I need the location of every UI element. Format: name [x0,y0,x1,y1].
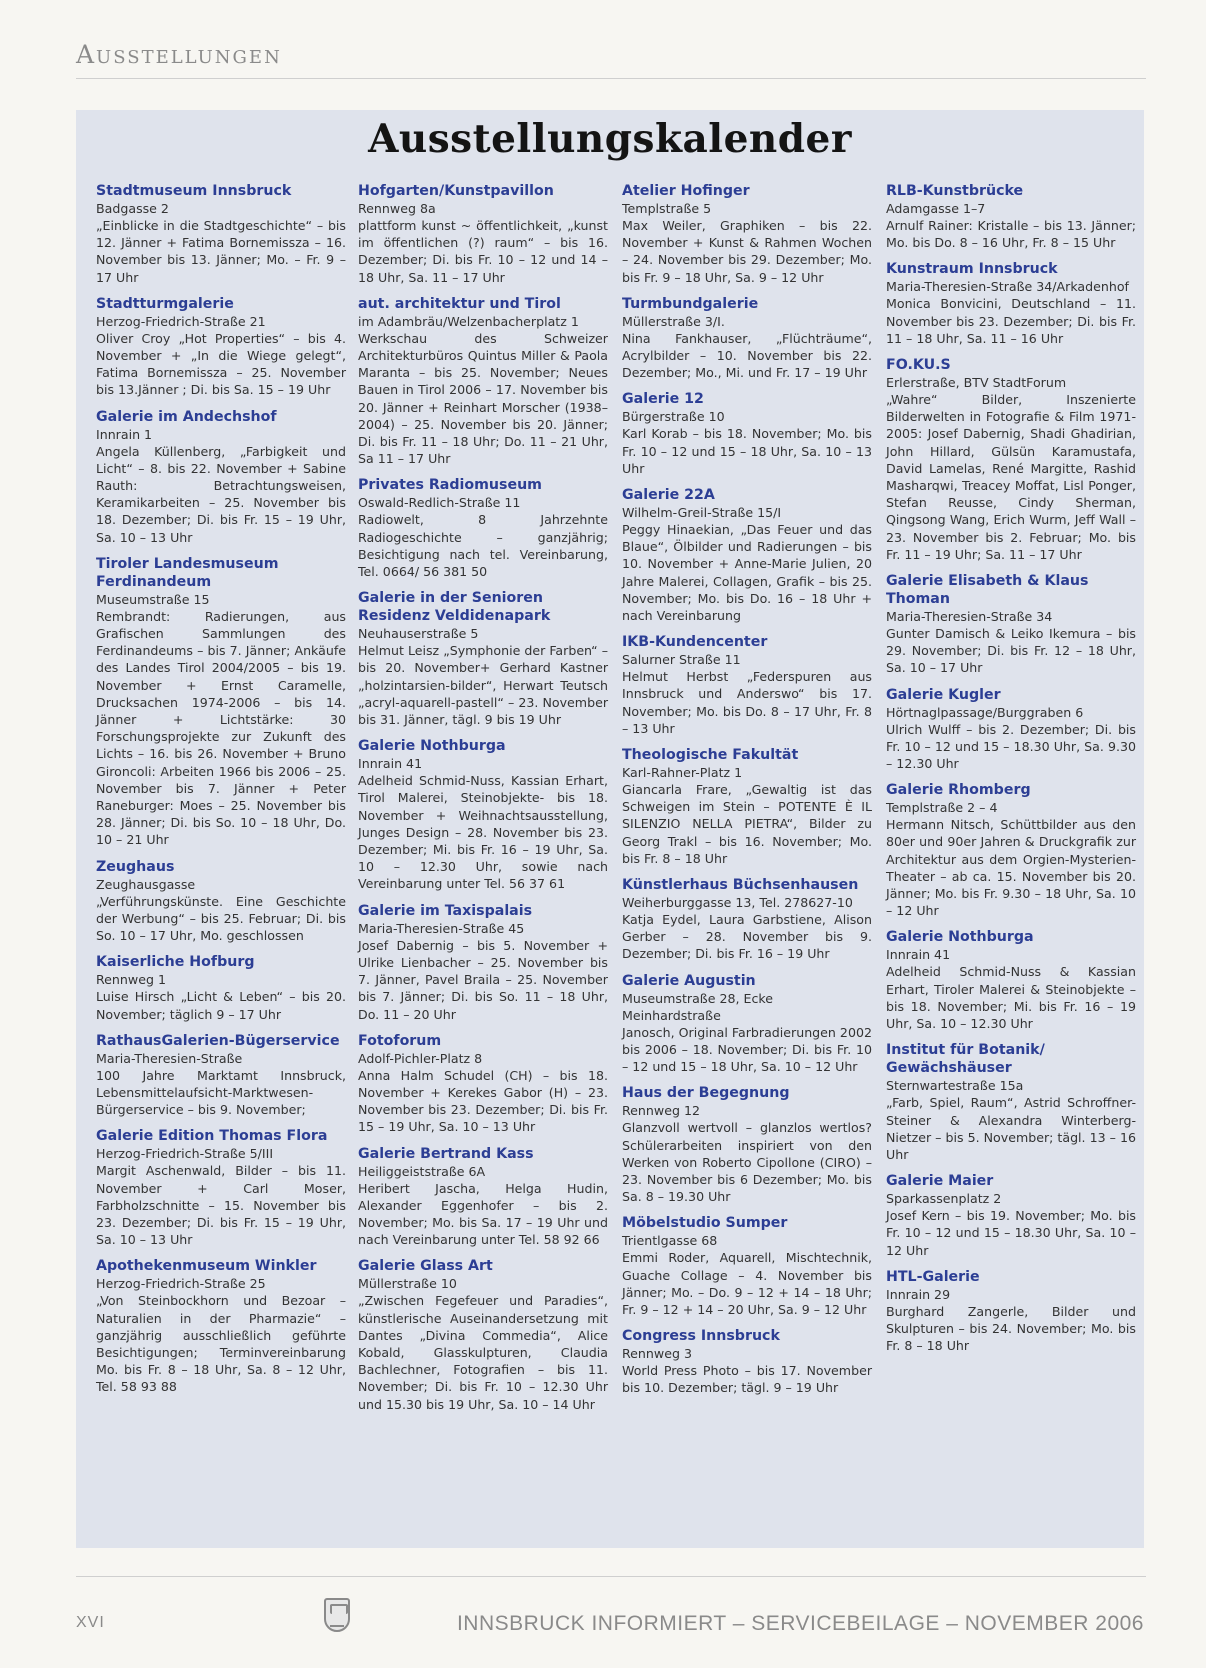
exhibition-details: Ulrich Wulff – bis 2. Dezember; Di. bis Fr. 10 – 12 und 15 – 18.30 Uhr, Sa. 9.30 – 12.30 Uhr [886,721,1136,772]
exhibition-entry [358,589,608,728]
exhibition-entry [96,408,346,546]
venue-address: Innrain 29 [886,1286,951,1302]
venue-name: Atelier Hofinger [622,183,750,199]
exhibition-entry [886,572,1136,677]
exhibition-details: Burghard Zangerle, Bilder und Skulpturen – bis 24. November; Mo. bis Fr. 8 – 18 Uhr [886,1303,1136,1354]
venue-address: Erlerstraße, BTV StadtForum [886,375,1067,391]
exhibition-entry [886,260,1136,347]
exhibition-details: Oliver Croy „Hot Properties“ – bis 4. November + „In die Wiege gelegt“, Fatima Bornemissza – 25. November bis 13.Jänner ; Di. bis Sa. 15 – 19 Uhr [96,330,346,398]
exhibition-details: Peggy Hinaekian, „Das Feuer und das Blaue“, Ölbilder und Radierungen – bis 10. November + Anne-Marie Julien, 20 Jahre Malerei, Collagen, Grafik – bis 25. November; Mo. bis Do. 16 – 18 Uhr + nach Vereinbarung [622,522,872,624]
venue-name: Galerie im Andechshof [96,408,277,425]
venue-name: Theologische Fakultät [622,747,799,764]
venue-name: Kaiserliche Hofburg [96,954,255,971]
venue-address: Heiliggeiststraße 6A [358,1163,486,1179]
column-3 [622,182,872,1406]
exhibition-details: Glanzvoll wertvoll – glanzlos wertlos? Schülerarbeiten inspiriert von den Werken von Roberto Cipollone (CIRO) – 23. November bis 6 Dezember; Mo. bis Sa. 8 – 19.30 Uhr [622,1120,872,1205]
exhibition-entry [358,295,608,468]
exhibition-details: Max Weiler, Graphiken – bis 22. November + Kunst & Rahmen Wochen – 24. November bis 29. Dezember; Mo. bis Fr. 9 – 18 Uhr, Sa. 9 – 12 Uhr [622,218,872,285]
exhibition-details: Hermann Nitsch, Schüttbilder aus den 80er und 90er Jahren & Druckgrafik zur Architektur aus dem Orgien-Mysterien-Theater – ab ca. 15. November bis 20. Jänner; Mo. bis Fr. 9.30 – 18 Uhr, Sa. 10 – 12 Uhr [886,817,1136,919]
exhibition-details: Luise Hirsch „Licht & Leben“ – bis 20. November; täglich 9 – 17 Uhr [96,989,346,1022]
venue-address: Weiherburggasse 13, Tel. 278627-10 [622,895,853,911]
exhibition-entry [886,356,1136,563]
exhibition-details: Arnulf Rainer: Kristalle – bis 13. Jänner; Mo. bis Do. 8 – 16 Uhr, Fr. 8 – 15 Uhr [886,218,1136,251]
venue-name: Galerie Edition Thomas Flora [96,1128,328,1145]
exhibition-details: Helmut Leisz „Symphonie der Farben“ – bis 20. November+ Gerhard Kastner „holzintarsien-bilder“, Herwart Teutsch „acryl-aquarell-pastell“ – 23. November bis 31. Jänner, tägl. 9 bis 19 Uhr [358,643,608,728]
venue-address: Hörtnaglpassage/Burggraben 6 [886,704,1084,720]
venue-address: Sternwartestraße 15a [886,1078,1024,1094]
venue-address: Museumstraße 28, Ecke Meinhardstraße [622,990,773,1023]
exhibition-details: Giancarla Frare, „Gewaltig ist das Schweigen im Stein – POTENTE È IL SILENZIO NELLA PIETRA“, Bilder zu Georg Trakl – bis 16. November; Mo. bis Fr. 8 – 18 Uhr [622,782,872,866]
venue-address: Rennweg 8a [358,201,436,216]
venue-name: Stadtturmgalerie [96,295,234,312]
venue-name: Congress Innsbruck [622,1328,780,1345]
venue-name: Galerie Maier [886,1173,994,1190]
venue-name: Galerie Kugler [886,686,1001,703]
exhibition-details: Josef Dabernig – bis 5. November + Ulrike Lienbacher – 25. November bis 7. Jänner, Pavel Braila – 25. November bis 7. Jänner; Di. bis So. 11 – 18 Uhr, Do. 11 – 20 Uhr [358,937,608,1022]
venue-name: Galerie Elisabeth & Klaus Thoman [886,573,1089,608]
venue-name: RLB-Kunstbrücke [886,183,1024,199]
exhibition-details: Nina Fankhauser, „Flüchträume“, Acrylbilder – 10. November bis 22. Dezember; Mo., Mi. und Fr. 17 – 19 Uhr [622,330,872,381]
calendar-panel [76,110,1144,1548]
exhibition-details: Karl Korab – bis 18. November; Mo. bis Fr. 10 – 12 und 15 – 18 Uhr, Sa. 10 – 13 Uhr [622,426,872,476]
exhibition-details: Monica Bonvicini, Deutschland – 11. November bis 23. Dezember; Di. bis Fr. 11 – 18 Uhr, Sa. 11 – 16 Uhr [886,296,1136,346]
venue-name: Galerie 12 [622,391,704,408]
exhibition-details: Rembrandt: Radierungen, aus Grafischen Sammlungen des Ferdinandeums – bis 7. Jänner; Ankäufe des Landes Tirol 2004/2005 – bis 19. November + Ernst Caramelle, Drucksachen 1974-2006 – bis 14. Jänner + Lichtstärke: 30 Forschungsprojekte zur Zukunft des Lichts – 16. bis 26. November + Bruno Gironcoli: Arbeiten 1966 bis 2006 – 25. November bis 7. Jänner + Peter Raneburger: Moes – 25. November bis 28. Jänner; Di. bis So. 10 – 18 Uhr, Do. 10 – 21 Uhr [96,608,346,848]
venue-address: Neuhauserstraße 5 [358,626,479,642]
venue-name: Turmbundgalerie [622,295,759,312]
exhibition-entry [886,182,1136,251]
exhibition-details: Katja Eydel, Laura Garbstiene, Alison Gerber – 28. November bis 9. Dezember; Di. bis Fr. 16 – 19 Uhr [622,912,872,962]
venue-address: Oswald-Redlich-Straße 11 [358,495,521,511]
column-1 [96,182,346,1405]
exhibition-details: Heribert Jascha, Helga Hudin, Alexander Eggenhofer – bis 2. November; Mo. bis Sa. 17 – 19 Uhr und nach Vereinbarung unter Tel. 58 92 66 [358,1180,608,1248]
venue-name: Hofgarten/Kunstpavillon [358,183,554,199]
venue-name: Galerie Bertrand Kass [358,1145,534,1162]
venue-address: Maria-Theresien-Straße [96,1050,243,1066]
exhibition-entry [886,1268,1136,1355]
venue-address: Müllerstraße 3/I. [622,313,725,329]
venue-name: Institut für Botanik/ Gewächshäuser [886,1042,1045,1077]
venue-name: Galerie im Taxispalais [358,902,533,919]
venue-name: Künstlerhaus Büchsenhausen [622,877,859,894]
exhibition-entry [358,737,608,892]
exhibition-entry [622,295,872,382]
venue-address: Rennweg 1 [96,972,166,988]
venue-address: Badgasse 2 [96,201,169,216]
exhibition-entry [622,1084,872,1205]
section-header: Ausstellungen [76,40,282,69]
exhibition-entry [96,555,346,849]
column-4 [886,182,1136,1363]
venue-address: Adamgasse 1–7 [886,201,986,216]
exhibition-details: Gunter Damisch & Leiko Ikemura – bis 29. November; Di. bis Fr. 12 – 18 Uhr, Sa. 10 – 17 Uhr [886,626,1136,676]
exhibition-entry [886,928,1136,1032]
header-divider [76,78,1146,79]
exhibition-entry [622,486,872,624]
venue-name: Zeughaus [96,858,175,875]
exhibition-entry [622,182,872,286]
footer-divider [76,1576,1146,1577]
exhibition-details: „Wahre“ Bilder, Inszenierte Bilderwelten in Fotografie & Film 1971-2005: Josef Dabernig, Shadi Ghadirian, John Hillard, Gülsün Karamustafa, David Lamelas, René Margitte, Rashid Masharqwi, Treacey Moffat, Lisl Ponger, Stefan Reusse, Cindy Sherman, Qingsong Wang, Erich Wurm, Jeff Wall – 23. November bis 2. Februar; Mo. bis Fr. 11 – 19 Uhr; Sa. 11 – 17 Uhr [886,392,1136,562]
exhibition-details: Janosch, Original Farbradierungen 2002 bis 2006 – 18. November; Di. bis Fr. 10 – 12 und 15 – 18 Uhr, Sa. 10 – 12 Uhr [622,1024,872,1075]
column-2 [358,182,608,1422]
exhibition-entry [622,876,872,963]
venue-name: Galerie 22A [622,487,715,504]
exhibition-entry [886,1041,1136,1163]
exhibition-entry [358,1032,608,1136]
exhibition-entry [358,476,608,580]
exhibition-entry [622,633,872,737]
venue-address: Zeughausgasse [96,876,196,892]
exhibition-entry [886,781,1136,919]
venue-address: Templstraße 2 – 4 [886,800,998,816]
exhibition-details: World Press Photo – bis 17. November bis 10. Dezember; tägl. 9 – 19 Uhr [622,1363,872,1396]
exhibition-entry [96,953,346,1022]
exhibition-entry [622,746,872,867]
venue-name: Haus der Begegnung [622,1085,790,1102]
venue-name: aut. architektur und Tirol [358,295,561,312]
venue-name: HTL-Galerie [886,1268,980,1285]
exhibition-details: Josef Kern – bis 19. November; Mo. bis Fr. 10 – 12 und 15 – 18.30 Uhr, Sa. 10 – 12 Uhr [886,1208,1136,1258]
venue-address: Templstraße 5 [622,201,712,216]
exhibition-details: „Von Steinbockhorn und Bezoar – Naturalien in der Pharmazie“ – ganzjährig ausschließlich geführte Besichtigungen; Terminvereinbarung Mo. bis Fr. 8 – 18 Uhr, Sa. 8 – 12 Uhr, Tel. 58 93 88 [96,1293,346,1395]
venue-name: Tiroler Landesmuseum Ferdinandeum [96,555,279,590]
venue-address: Herzog-Friedrich-Straße 5/III [96,1146,274,1162]
venue-address: Wilhelm-Greil-Straße 15/I [622,505,782,521]
venue-address: Herzog-Friedrich-Straße 25 [96,1276,266,1292]
exhibition-entry [358,182,608,286]
venue-address: Rennweg 3 [622,1346,692,1362]
venue-name: Kunstraum Innsbruck [886,261,1058,278]
exhibition-details: „Einblicke in die Stadtgeschichte“ – bis 12. Jänner + Fatima Bornemissza – 16. November bis 13. Jänner; Mo. – Fr. 9 – 17 Uhr [96,218,346,285]
exhibition-details: „Verführungskünste. Eine Geschichte der Werbung“ – bis 25. Februar; Di. bis So. 10 – 17 Uhr, Mo. geschlossen [96,893,346,944]
venue-address: Sparkassenplatz 2 [886,1191,1002,1207]
exhibition-details: „Farb, Spiel, Raum“, Astrid Schroffner-Steiner & Alexandra Winterberg-Nietzer – bis 5. November; tägl. 13 – 16 Uhr [886,1095,1136,1162]
exhibition-entry [886,1172,1136,1259]
page-number: XVI [76,1614,105,1631]
exhibition-entry [96,1127,346,1248]
venue-name: IKB-Kundencenter [622,634,768,651]
venue-address: Innrain 41 [358,756,423,772]
exhibition-entry [622,1327,872,1396]
exhibition-details: Anna Halm Schudel (CH) – bis 18. November + Kerekes Gabor (H) – 23. November bis 23. Dezember; Di. bis Fr. 15 – 19 Uhr, Sa. 10 – 13 Uhr [358,1067,608,1135]
exhibition-entry [358,1145,608,1249]
venue-address: Innrain 1 [96,426,153,442]
venue-name: Galerie in der Senioren Residenz Veldidenapark [358,590,551,625]
exhibition-details: Margit Aschenwald, Bilder – bis 11. November + Carl Moser, Farbholzschnitte – 15. November bis 23. Dezember; Di. bis Fr. 15 – 19 Uhr, Sa. 10 – 13 Uhr [96,1163,346,1248]
exhibition-entry [96,182,346,286]
venue-name: Fotoforum [358,1032,442,1049]
exhibition-entry [622,1214,872,1318]
venue-name: Möbelstudio Sumper [622,1215,788,1232]
venue-name: Stadtmuseum Innsbruck [96,183,292,199]
exhibition-entry [886,686,1136,773]
venue-address: Maria-Theresien-Straße 34/Arkadenhof [886,279,1129,295]
exhibition-entry [96,295,346,399]
venue-address: Maria-Theresien-Straße 34 [886,609,1053,625]
exhibition-entry [358,1257,608,1412]
exhibition-details: „Zwischen Fegefeuer und Paradies“, künstlerische Auseinandersetzung mit Dantes „Divina Commedia“, Alice Kobald, Glasskulpturen, Claudia Bachlechner, Fotografien – bis 11. November; Di. bis Fr. 10 – 12.30 Uhr und 15.30 bis 19 Uhr, Sa. 10 – 14 Uhr [358,1293,608,1412]
exhibition-entry [622,390,872,477]
publication-footer: INNSBRUCK INFORMIERT – SERVICEBEILAGE – NOVEMBER 2006 [456,1612,1144,1635]
exhibition-details: Helmut Herbst „Federspuren aus Innsbruck und Anderswo“ bis 17. November; Mo. bis Do. 8 – 17 Uhr, Fr. 8 – 13 Uhr [622,669,872,736]
venue-name: Privates Radiomuseum [358,477,542,494]
venue-name: Apothekenmuseum Winkler [96,1258,317,1275]
exhibition-details: 100 Jahre Marktamt Innsbruck, Lebensmittelaufsicht-Marktwesen-Bürgerservice – bis 9. November; [96,1067,346,1118]
exhibition-entry [96,1032,346,1119]
venue-name: FO.KU.S [886,357,951,374]
venue-address: Salurner Straße 11 [622,652,741,668]
venue-address: Rennweg 12 [622,1103,700,1119]
venue-name: Galerie Augustin [622,972,756,989]
exhibition-details: Adelheid Schmid-Nuss, Kassian Erhart, Tirol Malerei, Steinobjekte- bis 18. November + Weihnachtsausstellung, Junges Design – 28. November bis 23. Dezember; Mi. bis Fr. 16 – 19 Uhr, Sa. 10 – 12.30 Uhr, sowie nach Vereinbarung unter Tel. 56 37 61 [358,773,608,892]
exhibition-details: Angela Küllenberg, „Farbigkeit und Licht“ – 8. bis 22. November + Sabine Rauth: Betrachtungsweisen, Keramikarbeiten – 25. November bis 18. Dezember; Di. bis Fr. 15 – 19 Uhr, Sa. 10 – 13 Uhr [96,443,346,545]
exhibition-details: Werkschau des Schweizer Architekturbüros Quintus Miller & Paola Maranta – bis 25. November; Neues Bauen in Tirol 2006 – 17. November bis 20. Jänner + Reinhart Morscher (1938–2004) – 25. November bis 20. Jänner; Di. bis Fr. 11 – 18 Uhr; Do. 11 – 21 Uhr, Sa 11 – 17 Uhr [358,330,608,467]
venue-name: Galerie Nothburga [358,738,506,755]
venue-address: im Adambräu/Welzenbacherplatz 1 [358,313,579,329]
exhibition-entry [96,858,346,945]
venue-address: Karl-Rahner-Platz 1 [622,765,743,781]
exhibition-details: Radiowelt, 8 Jahrzehnte Radiogeschichte – ganzjährig; Besichtigung nach tel. Vereinbarung, Tel. 0664/ 56 381 50 [358,512,608,580]
venue-name: Galerie Glass Art [358,1258,493,1275]
venue-name: RathausGalerien-Bügerservice [96,1032,340,1049]
page-title: Ausstellungskalender [368,116,852,162]
exhibition-details: Emmi Roder, Aquarell, Mischtechnik, Guache Collage – 4. November bis Jänner; Mo. – Do. 9 – 12 + 14 – 18 Uhr; Fr. 9 – 12 + 14 – 20 Uhr, Sa. 9 – 12 Uhr [622,1250,872,1317]
venue-address: Adolf-Pichler-Platz 8 [358,1050,483,1066]
venue-name: Galerie Nothburga [886,929,1034,946]
exhibition-entry [358,902,608,1023]
venue-address: Maria-Theresien-Straße 45 [358,920,525,936]
exhibition-details: plattform kunst ~ öffentlichkeit, „kunst im öffentlichen (?) raum“ – bis 16. Dezember; Di. bis Fr. 10 – 12 und 14 – 18 Uhr, Sa. 11 – 17 Uhr [358,218,608,285]
exhibition-entry [96,1257,346,1395]
venue-address: Museumstraße 15 [96,591,210,607]
exhibition-details: Adelheid Schmid-Nuss & Kassian Erhart, Tiroler Malerei & Steinobjekte – bis 18. November; Mi. bis Fr. 16 – 19 Uhr, Sa. 10 – 12.30 Uhr [886,964,1136,1032]
venue-name: Galerie Rhomberg [886,782,1031,799]
city-crest-icon [324,1598,350,1632]
venue-address: Müllerstraße 10 [358,1276,457,1292]
exhibition-entry [622,972,872,1076]
venue-address: Trientlgasse 68 [622,1233,718,1249]
venue-address: Innrain 41 [886,947,951,963]
venue-address: Bürgerstraße 10 [622,409,725,425]
venue-address: Herzog-Friedrich-Straße 21 [96,313,266,329]
